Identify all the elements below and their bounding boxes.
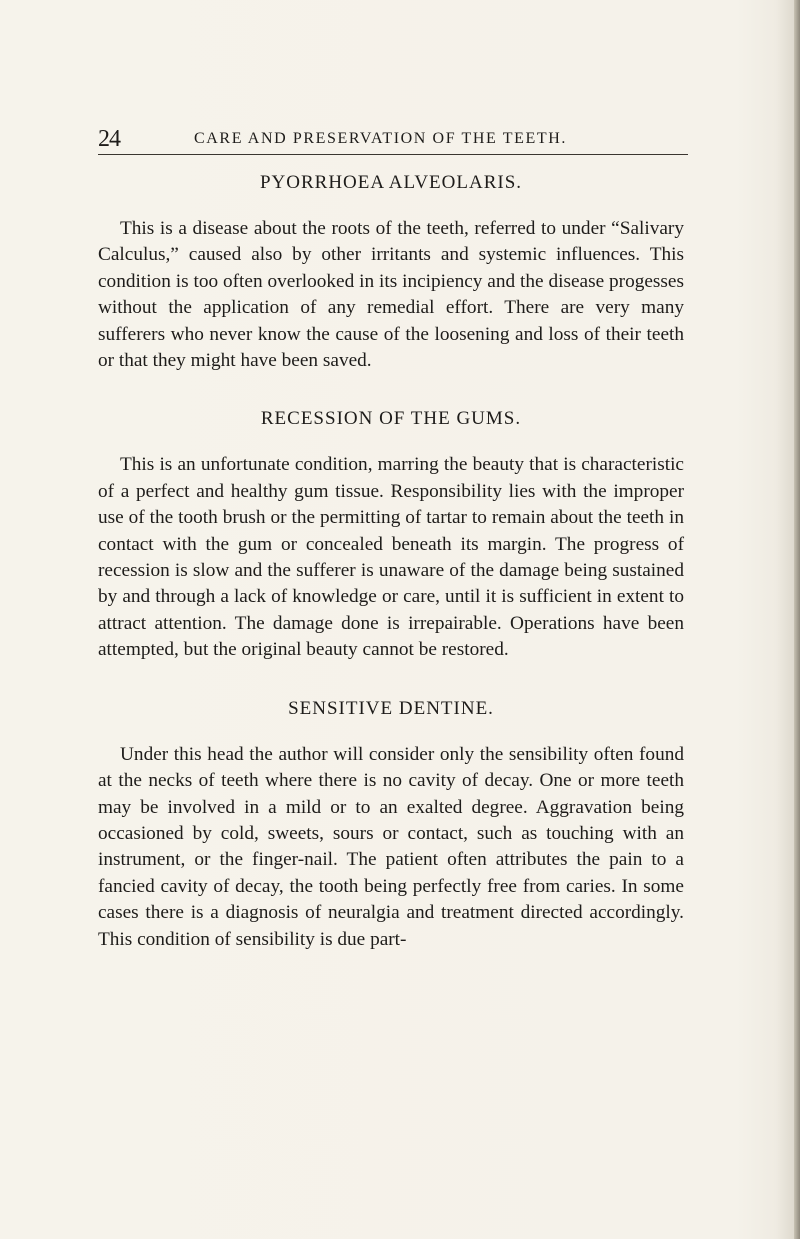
section-heading-pyorrhoea: PYORRHOEA ALVEOLARIS.	[259, 172, 523, 193]
section-body-sensitive-dentine: Under this head the author will consider only the sensibility often found at the necks of teeth where there is no cavity of decay. One or more teeth may be involved in a mild or to an exalted degree. Aggravation being occasioned by cold, sweets, sours or contact, such as touching with an instrument, or the finger-nail. The patient often attributes the pain to a fancied cavity of decay, the tooth being perfectly free from caries. In some cases there is a diagnosis of neuralgia and treatment directed accordingly. This condition of sensibility is due part-	[98, 743, 684, 950]
section-body-recession: This is an unfortunate condition, marring the beauty that is characteristic of a perfect and healthy gum tissue. Responsibility lies with the improper use of the tooth brush or the permitting of tartar to remain about the teeth in contact with the gum or concealed beneath its margin. The progress of recession is slow and the sufferer is unaware of the damage being sustained by and through a lack of knowledge or care, until it is sufficient in extent to attract attention. The damage done is irrepairable. Operations have been attempted, but the original beauty cannot be restored.	[98, 454, 684, 661]
page-content	[98, 170, 684, 985]
section-heading-recession: RECESSION OF THE GUMS.	[260, 408, 522, 430]
header-rule	[98, 154, 688, 155]
page-number: 24	[98, 126, 120, 152]
section-heading-sensitive-dentine: SENSITIVE DENTINE.	[288, 697, 494, 719]
section-body-pyorrhoea: This is a disease about the roots of the teeth, referred to under “Salivary Calculus,” caused also by other irritants and systemic influences. This condition is too often overlooked in its incipiency and the disease progesses without the application of any remedial effort. There are very many sufferers who never know the cause of the loosening and loss of their teeth or that they might have been saved.	[98, 218, 684, 372]
running-title: CARE AND PRESERVATION OF THE TEETH.	[194, 130, 567, 147]
running-head	[98, 112, 688, 156]
page-edge-shadow	[794, 0, 800, 1239]
